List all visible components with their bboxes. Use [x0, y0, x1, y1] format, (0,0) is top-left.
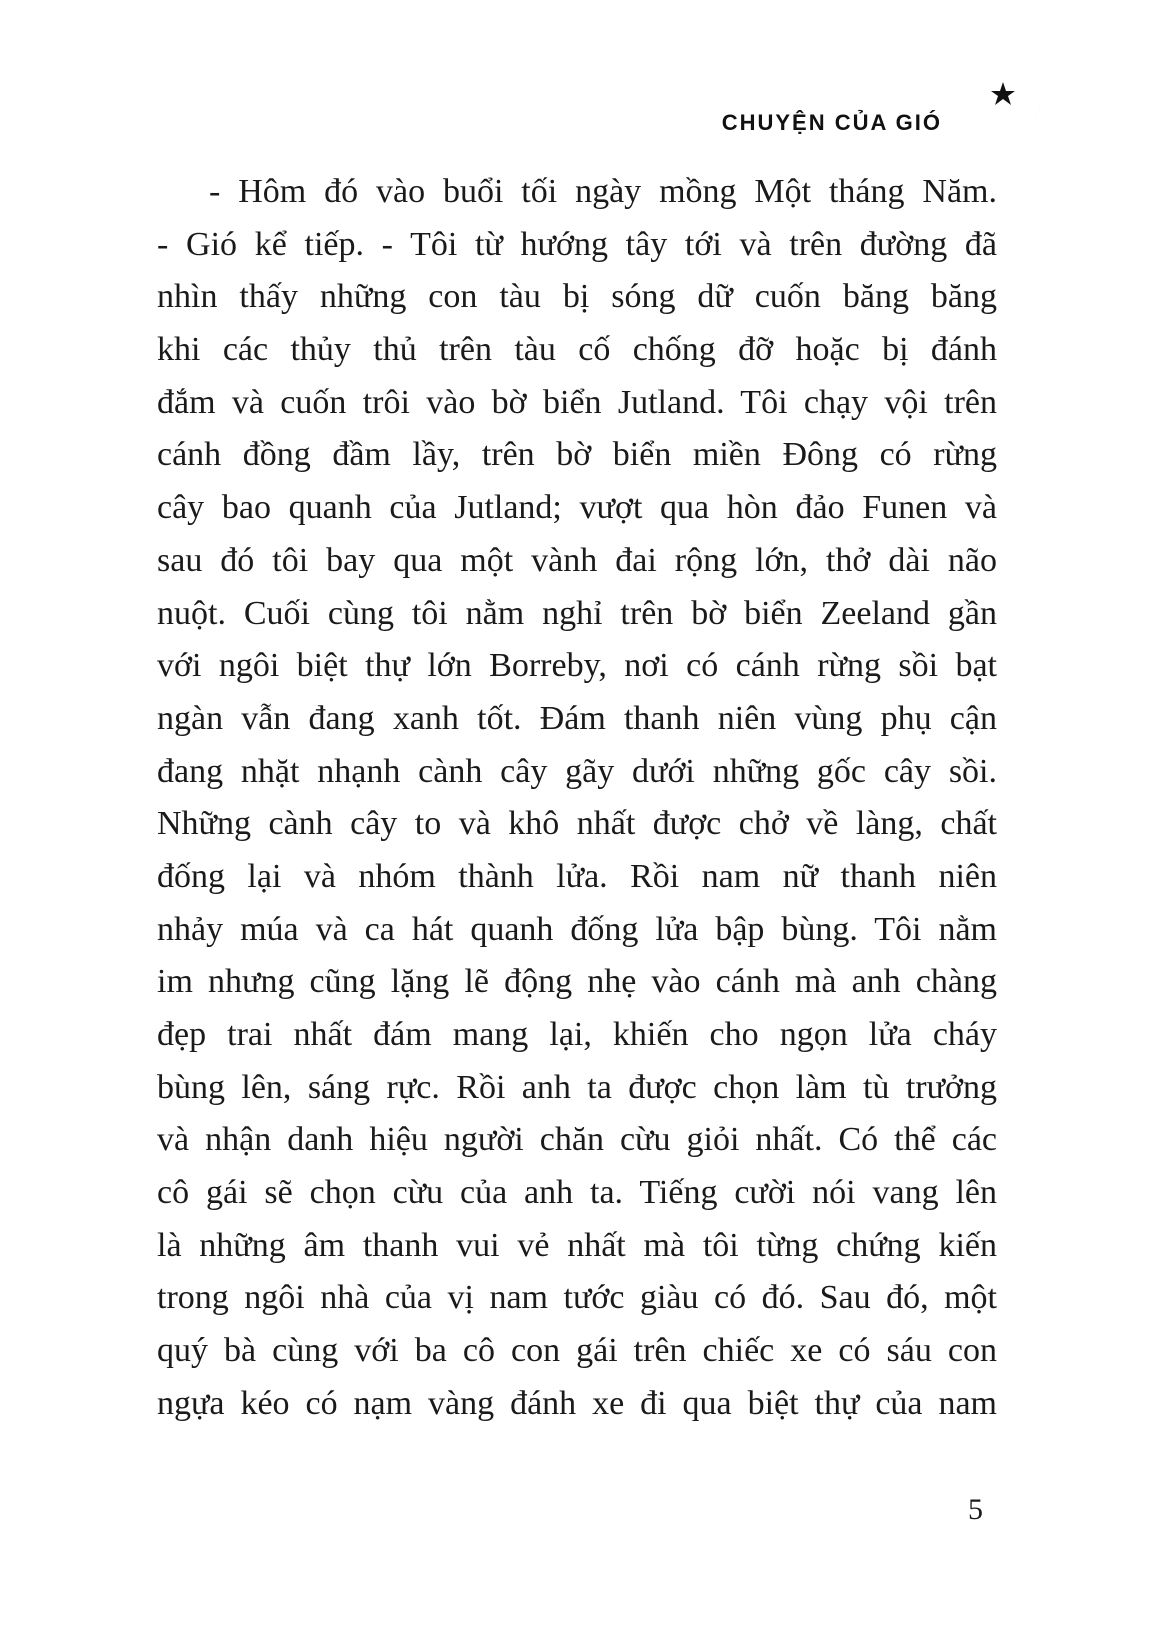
- running-header: [0, 96, 1158, 156]
- text-line: là những âm thanh vui vẻ nhất mà tôi từng chứng kiến: [157, 1226, 997, 1264]
- chapter-title: CHUYỆN CỦA GIÓ: [721, 110, 942, 135]
- page-number: 5: [968, 1493, 983, 1526]
- text-line: cây bao quanh của Jutland; vượt qua hòn đảo Funen và: [157, 489, 997, 527]
- text-line: nhìn thấy những con tàu bị sóng dữ cuốn băng băng: [157, 278, 997, 316]
- text-line: bùng lên, sáng rực. Rồi anh ta được chọn làm tù trưởng: [157, 1068, 997, 1106]
- text-line: trong ngôi nhà của vị nam tước giàu có đó. Sau đó, một: [157, 1279, 997, 1317]
- text-line: - Gió kể tiếp. - Tôi từ hướng tây tới và trên đường đã: [157, 225, 997, 263]
- star-crescent-moon-icon: [982, 74, 1056, 148]
- text-line: im nhưng cũng lặng lẽ động nhẹ vào cánh mà anh chàng: [157, 963, 997, 1001]
- text-line: nhảy múa và ca hát quanh đống lửa bập bùng. Tôi nằm: [157, 910, 997, 948]
- text-line: nuột. Cuối cùng tôi nằm nghỉ trên bờ biển Zeeland gần: [157, 594, 997, 632]
- text-line: cánh đồng đầm lầy, trên bờ biển miền Đông có rừng: [157, 436, 997, 474]
- text-line: và nhận danh hiệu người chăn cừu giỏi nhất. Có thể các: [157, 1121, 997, 1159]
- text-line: khi các thủy thủ trên tàu cố chống đỡ hoặc bị đánh: [157, 331, 997, 369]
- text-line: Những cành cây to và khô nhất được chở về làng, chất: [157, 805, 997, 843]
- story-text: [157, 166, 997, 1431]
- text-line: đắm và cuốn trôi vào bờ biển Jutland. Tôi chạy vội trên: [157, 383, 997, 421]
- text-line: đang nhặt nhạnh cành cây gãy dưới những gốc cây sồi.: [157, 752, 997, 790]
- text-line: cô gái sẽ chọn cừu của anh ta. Tiếng cười nói vang lên: [157, 1174, 997, 1212]
- text-line: đẹp trai nhất đám mang lại, khiến cho ngọn lửa cháy: [157, 1016, 997, 1053]
- text-line: ngựa kéo có nạm vàng đánh xe đi qua biệt thự của nam: [157, 1384, 997, 1422]
- text-line: - Hôm đó vào buổi tối ngày mồng Một tháng Năm.: [209, 173, 997, 210]
- text-line: quý bà cùng với ba cô con gái trên chiếc xe có sáu con: [157, 1332, 997, 1370]
- text-line: ngàn vẫn đang xanh tốt. Đám thanh niên vùng phụ cận: [157, 699, 997, 737]
- text-line: với ngôi biệt thự lớn Borreby, nơi có cánh rừng sồi bạt: [157, 647, 997, 685]
- text-line: đống lại và nhóm thành lửa. Rồi nam nữ thanh niên: [157, 857, 997, 895]
- text-line: sau đó tôi bay qua một vành đai rộng lớn, thở dài não: [157, 541, 997, 579]
